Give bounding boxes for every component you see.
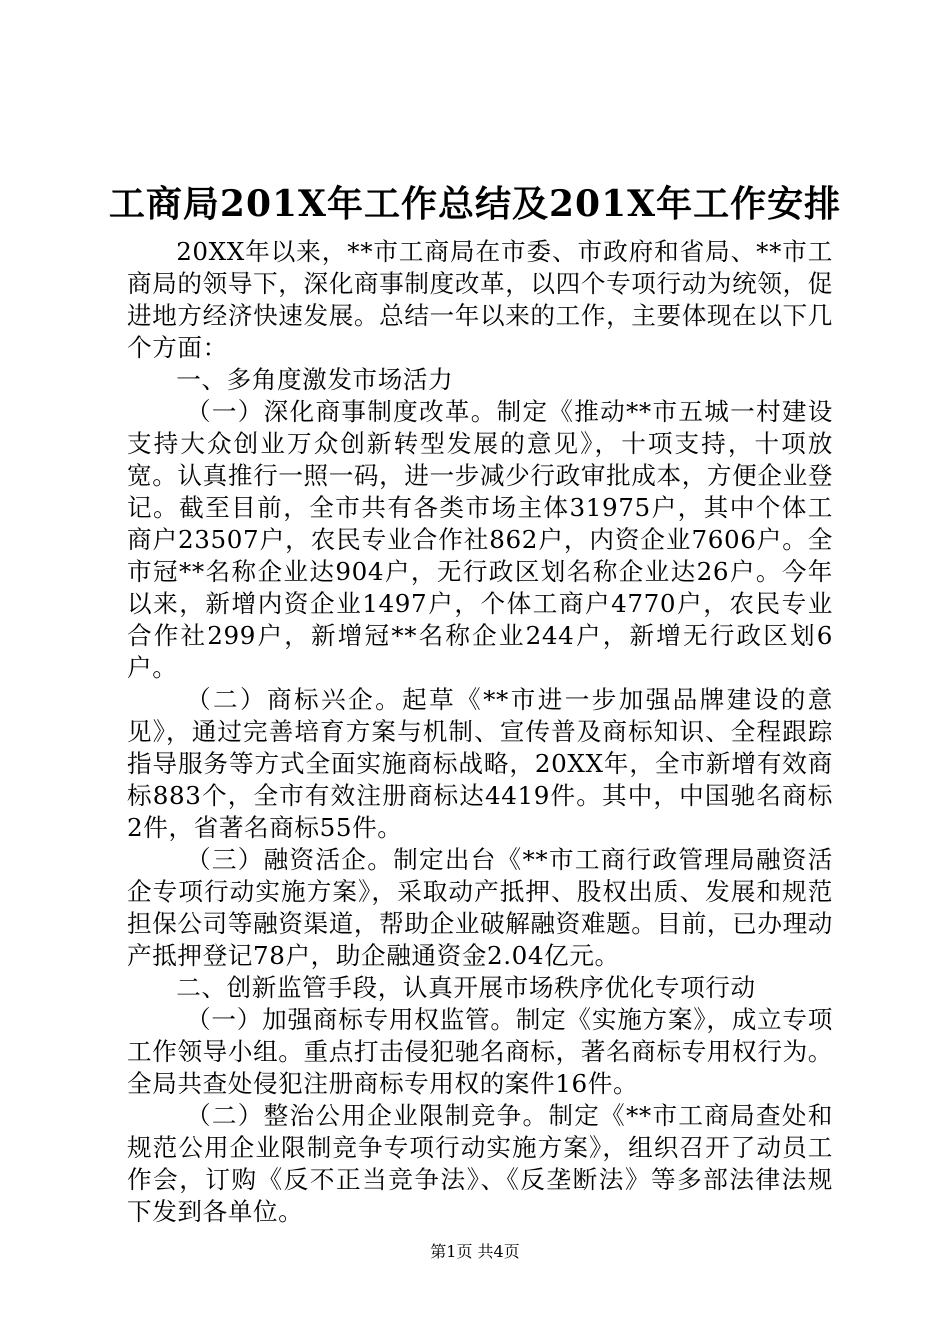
- paragraph-1-3: （三）融资活企。制定出台《**市工商行政管理局融资活企专项行动实施方案》，采取动产抵押、股权出质、发展和规范担保公司等融资渠道，帮助企业破解融资难题。目前，已办理动产抵押登记78户，助企融通资金2.04亿元。: [127, 845, 833, 970]
- paragraph-1-1: （一）深化商事制度改革。制定《推动**市五城一村建设支持大众创业万众创新转型发展的意见》，十项支持，十项放宽。认真推行一照一码，进一步减少行政审批成本，方便企业登记。截至目前，全市共有各类市场主体31975户，其中个体工商户23507户，农民专业合作社862户，内资企业7606户。全市冠**名称企业达904户，无行政区划名称企业达26户。今年以来，新增内资企业1497户，个体工商户4770户，农民专业合作社299户，新增冠**名称企业244户，新增无行政区划6户。: [127, 397, 833, 682]
- document-body: [127, 236, 833, 1228]
- page-footer: 第1页 共4页: [430, 1242, 520, 1261]
- paragraph-2-2: （二）整治公用企业限制竞争。制定《**市工商局查处和规范公用企业限制竞争专项行动实施方案》，组织召开了动员工作会，订购《反不正当竞争法》、《反垄断法》等多部法律法规下发到各单位。: [127, 1101, 833, 1226]
- intro-paragraph: 20XX年以来，**市工商局在市委、市政府和省局、**市工商局的领导下，深化商事制度改革，以四个专项行动为统领，促进地方经济快速发展。总结一年以来的工作，主要体现在以下几个方面：: [127, 237, 833, 362]
- section-heading-1: 一、多角度激发市场活力: [176, 365, 454, 394]
- document-title: 工商局201X年工作总结及201X年工作安排: [108, 183, 842, 225]
- paragraph-1-2: （二）商标兴企。起草《**市进一步加强品牌建设的意见》，通过完善培育方案与机制、宣传普及商标知识、全程跟踪指导服务等方式全面实施商标战略，20XX年，全市新增有效商标883个，全市有效注册商标达4419件。其中，中国驰名商标2件，省著名商标55件。: [127, 685, 833, 842]
- section-heading-2: 二、创新监管手段，认真开展市场秩序优化专项行动: [176, 973, 756, 1002]
- paragraph-2-1: （一）加强商标专用权监管。制定《实施方案》，成立专项工作领导小组。重点打击侵犯驰名商标，著名商标专用权行为。全局共查处侵犯注册商标专用权的案件16件。: [127, 1005, 833, 1098]
